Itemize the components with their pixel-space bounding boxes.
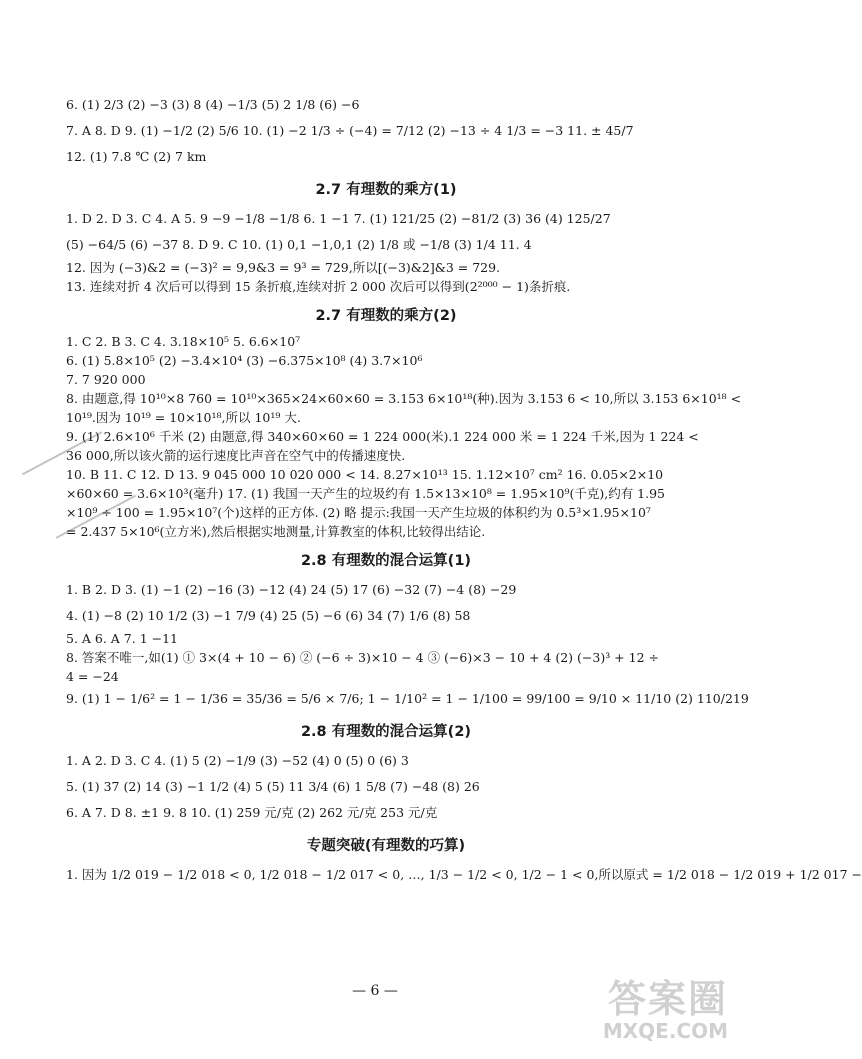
answer-line: 9. (1) 2.6×10⁶ 千米 (2) 由题意,得 340×60×60 = 1 224 000(米).1 224 000 米 = 1 224 千米,因为 1 224 < [66, 429, 699, 444]
answer-line: 1. A 2. D 3. C 4. (1) 5 (2) −1/9 (3) −52 (4) 0 (5) 0 (6) 3 [66, 753, 409, 768]
answer-line: ×10⁹ ÷ 100 = 1.95×10⁷(个)这样的正方体. (2) 略 提示:我国一天产生垃圾的体积约为 0.5³×1.95×10⁷ [66, 505, 651, 520]
answer-line: 1. B 2. D 3. (1) −1 (2) −16 (3) −12 (4) 24 (5) 17 (6) −32 (7) −4 (8) −29 [66, 582, 517, 597]
answer-line: 8. 答案不唯一,如(1) ① 3×(4 + 10 − 6) ② (−6 ÷ 3)×10 − 4 ③ (−6)×3 − 10 + 4 (2) (−3)³ + 12 ÷ [66, 650, 659, 665]
answer-line: 5. (1) 37 (2) 14 (3) −1 1/2 (4) 5 (5) 11 3/4 (6) 1 5/8 (7) −48 (8) 26 [66, 779, 480, 794]
answer-line: 12. 因为 (−3)&2 = (−3)² = 9,9&3 = 9³ = 729,所以[(−3)&2]&3 = 729. [66, 260, 501, 275]
answer-line: 7. A 8. D 9. (1) −1/2 (2) 5/6 10. (1) −2 1/3 ÷ (−4) = 7/12 (2) −13 ÷ 4 1/3 = −3 11. ± 45/7 [66, 123, 634, 138]
section-title: 2.8 有理数的混合运算(1) [300, 553, 472, 569]
page-number: — 6 — [352, 983, 398, 999]
section-2-8-part2 [66, 720, 706, 826]
section-title: 专题突破(有理数的巧算) [306, 838, 466, 854]
answer-line: 1. C 2. B 3. C 4. 3.18×10⁵ 5. 6.6×10⁷ [66, 334, 301, 349]
answer-line: (5) −64/5 (6) −37 8. D 9. C 10. (1) 0,1 −1,0,1 (2) 1/8 或 −1/8 (3) 1/4 11. 4 [66, 237, 532, 252]
answer-line: 6. A 7. D 8. ±1 9. 8 10. (1) 259 元/克 (2) 262 元/克 253 元/克 [66, 805, 438, 820]
section-2-8-part1 [66, 549, 749, 712]
answer-line: 7. 7 920 000 [66, 372, 146, 387]
section-special-topic [66, 834, 862, 888]
answer-line: = 2.437 5×10⁶(立方米),然后根据实地测量,计算教室的体积,比较得出结论. [66, 524, 486, 539]
answer-line: 10¹⁹.因为 10¹⁹ = 10×10¹⁸,所以 10¹⁹ 大. [66, 410, 301, 425]
answer-line: 4. (1) −8 (2) 10 1/2 (3) −1 7/9 (4) 25 (5) −6 (6) 34 (7) 1/6 (8) 58 [66, 608, 471, 623]
watermark-text: 答案圈 [607, 977, 728, 1021]
answer-line: 10. B 11. C 12. D 13. 9 045 000 10 020 000 < 14. 8.27×10¹³ 15. 1.12×10⁷ cm² 16. 0.05×2×10 [66, 467, 664, 482]
answer-line: 36 000,所以该火箭的运行速度比声音在空气中的传播速度快. [66, 448, 406, 463]
answer-line: 6. (1) 5.8×10⁵ (2) −3.4×10⁴ (3) −6.375×10⁸ (4) 3.7×10⁶ [66, 353, 423, 368]
section-title: 2.8 有理数的混合运算(2) [300, 724, 472, 740]
watermark-url: MXQE.COM [602, 1019, 728, 1043]
section-title: 2.7 有理数的乘方(2) [315, 308, 457, 324]
answer-line: 9. (1) 1 − 1/6² = 1 − 1/36 = 35/36 = 5/6 × 7/6; 1 − 1/10² = 1 − 1/100 = 99/100 = 9/10 × 11/10 (2) 110/219 [66, 691, 749, 706]
answer-line: 1. 因为 1/2 019 − 1/2 018 < 0, 1/2 018 − 1/2 017 < 0, …, 1/3 − 1/2 < 0, 1/2 − 1 < 0,所以原式 = 1/2 018 − 1/2 019 + 1/2 017 − [66, 867, 862, 882]
answer-line: 1. D 2. D 3. C 4. A 5. 9 −9 −1/8 −1/8 6. 1 −1 7. (1) 121/25 (2) −81/2 (3) 36 (4) 125/27 [66, 211, 611, 226]
section-2-7-part2 [66, 304, 742, 541]
answer-line: 8. 由题意,得 10¹⁰×8 760 = 10¹⁰×365×24×60×60 = 3.153 6×10¹⁸(种).因为 3.153 6 < 10,所以 3.153 6×10¹⁸ < [66, 391, 742, 406]
watermark-logo [603, 968, 728, 1043]
section-2-7-part1 [66, 178, 706, 296]
section-title: 2.7 有理数的乘方(1) [315, 182, 457, 198]
answer-line: 13. 连续对折 4 次后可以得到 15 条折痕,连续对折 2 000 次后可以得到(2²⁰⁰⁰ − 1)条折痕. [66, 279, 571, 294]
answer-line: ×60×60 = 3.6×10³(毫升) 17. (1) 我国一天产生的垃圾约有 1.5×13×10⁸ = 1.95×10⁹(千克),约有 1.95 [66, 486, 666, 501]
page-content [66, 92, 862, 888]
answer-line: 12. (1) 7.8 ℃ (2) 7 km [66, 149, 207, 164]
intro-block [66, 92, 706, 170]
answer-line: 4 = −24 [66, 669, 119, 684]
answer-line: 5. A 6. A 7. 1 −11 [66, 631, 179, 646]
answer-line: 6. (1) 2/3 (2) −3 (3) 8 (4) −1/3 (5) 2 1/8 (6) −6 [66, 97, 360, 112]
